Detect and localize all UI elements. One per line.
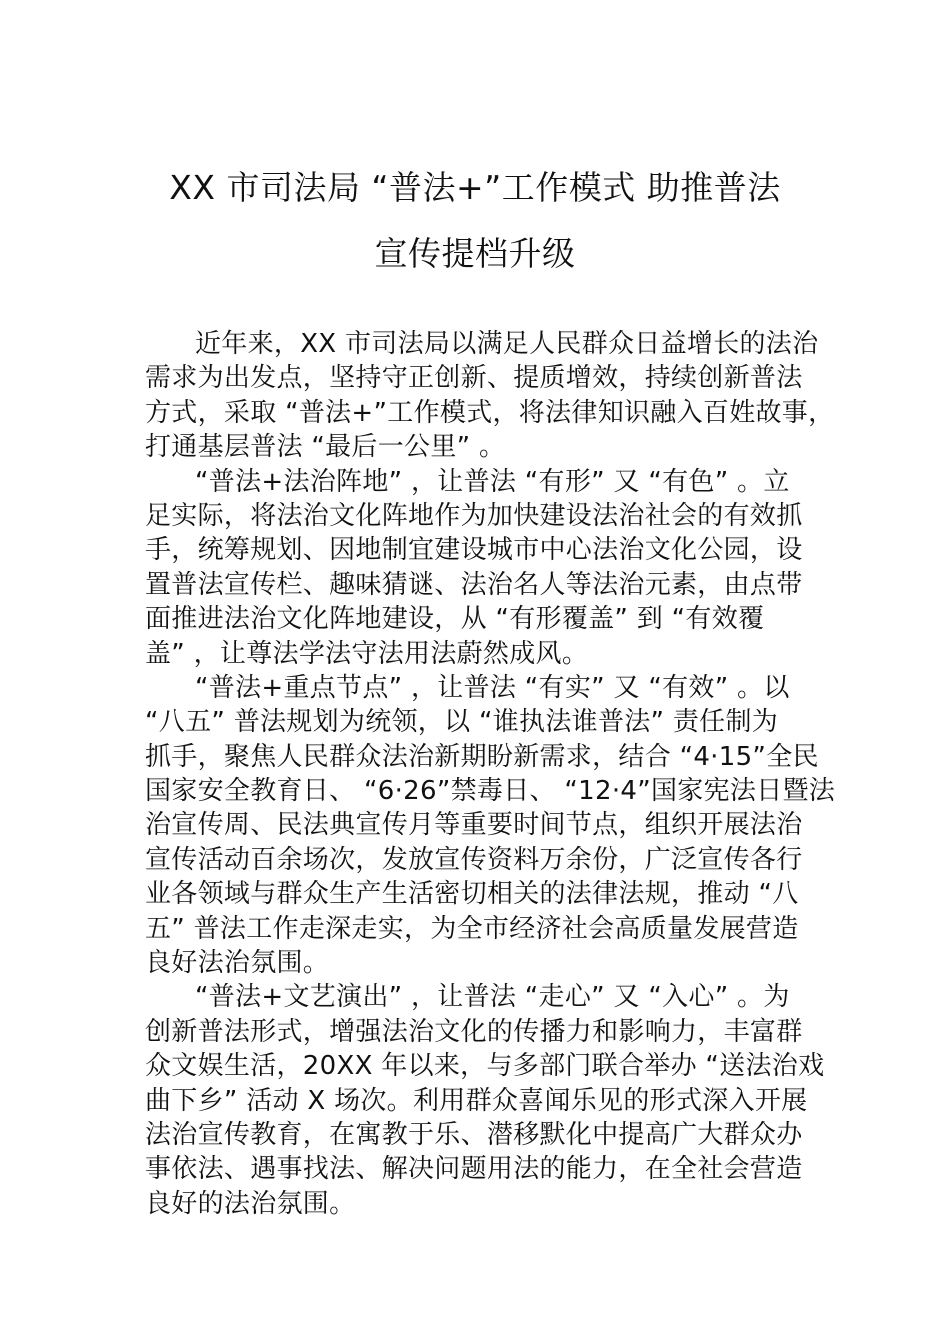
paragraph-line: “普法+重点节点” ，让普法 “有实” 又 “有效” 。以 — [195, 672, 790, 703]
paragraph-line: 治宣传周、民法典宣传月等重要时间节点，组织开展法治 — [145, 810, 803, 841]
paragraph-legal-sites — [145, 465, 815, 671]
paragraph-line: 众文娱生活，20XX 年以来，与多部门联合举办 “送法治戏 — [145, 1051, 825, 1082]
paragraph-line: 事依法、遇事找法、解决问题用法的能力，在全社会营造 — [145, 1154, 803, 1185]
paragraph-line: 需求为出发点，坚持守正创新、提质增效，持续创新普法 — [145, 363, 803, 394]
paragraph-line: 五” 普法工作走深走实，为全市经济社会高质量发展营造 — [145, 913, 799, 944]
paragraph-line: 置普法宣传栏、趣味猜谜、法治名人等法治元素，由点带 — [145, 569, 803, 600]
paragraph-line: 近年来，XX 市司法局以满足人民群众日益增长的法治 — [195, 329, 819, 359]
paragraph-line: 法治宣传教育，在寓教于乐、潜移默化中提高广大群众办 — [145, 1119, 803, 1150]
paragraph-line: 创新普法形式，增强法治文化的传播力和影响力，丰富群 — [145, 1016, 803, 1047]
document-title-line-1: XX 市司法局 “普法+”工作模式 助推普法 — [169, 168, 781, 207]
paragraph-line: 良好法治氛围。 — [145, 948, 330, 979]
paragraph-intro — [145, 327, 835, 465]
paragraph-performances — [145, 980, 825, 1221]
paragraph-line: 足实际，将法治文化阵地作为加快建设法治社会的有效抓 — [145, 500, 803, 531]
paragraph-line: 打通基层普法 “最后一公里” 。 — [145, 432, 506, 463]
paragraph-line: “普法+文艺演出” ，让普法 “走心” 又 “入心” 。为 — [195, 982, 790, 1013]
document-title-line-2: 宣传提档升级 — [374, 234, 576, 273]
paragraph-line: 方式，采取 “普法+”工作模式，将法律知识融入百姓故事， — [145, 397, 835, 428]
paragraph-line: 面推进法治文化阵地建设，从 “有形覆盖” 到 “有效覆 — [145, 604, 765, 635]
document-body — [145, 327, 836, 1221]
paragraph-line: 手，统筹规划、因地制宜建设城市中心法治文化公园，设 — [145, 535, 803, 566]
paragraph-line: 曲下乡” 活动 X 场次。利用群众喜闻乐见的形式深入开展 — [145, 1085, 808, 1116]
paragraph-line: 良好的法治氛围。 — [145, 1188, 356, 1219]
paragraph-key-dates — [145, 671, 836, 981]
paragraph-line: 国家安全教育日、 “6·26”禁毒日、 “12·4”国家宪法日暨法 — [145, 776, 836, 807]
paragraph-line: 抓手，聚焦人民群众法治新期盼新需求，结合 “4·15”全民 — [145, 741, 819, 772]
paragraph-line: 盖” ，让尊法学法守法用法蔚然成风。 — [145, 638, 589, 669]
paragraph-line: “普法+法治阵地” ，让普法 “有形” 又 “有色” 。立 — [195, 466, 790, 497]
paragraph-line: 宣传活动百余场次，发放宣传资料万余份，广泛宣传各行 — [145, 844, 803, 875]
paragraph-line: “八五” 普法规划为统领，以 “谁执法谁普法” 责任制为 — [145, 707, 779, 738]
paragraph-line: 业各领域与群众生产生活密切相关的法律法规，推动 “八 — [145, 879, 799, 910]
